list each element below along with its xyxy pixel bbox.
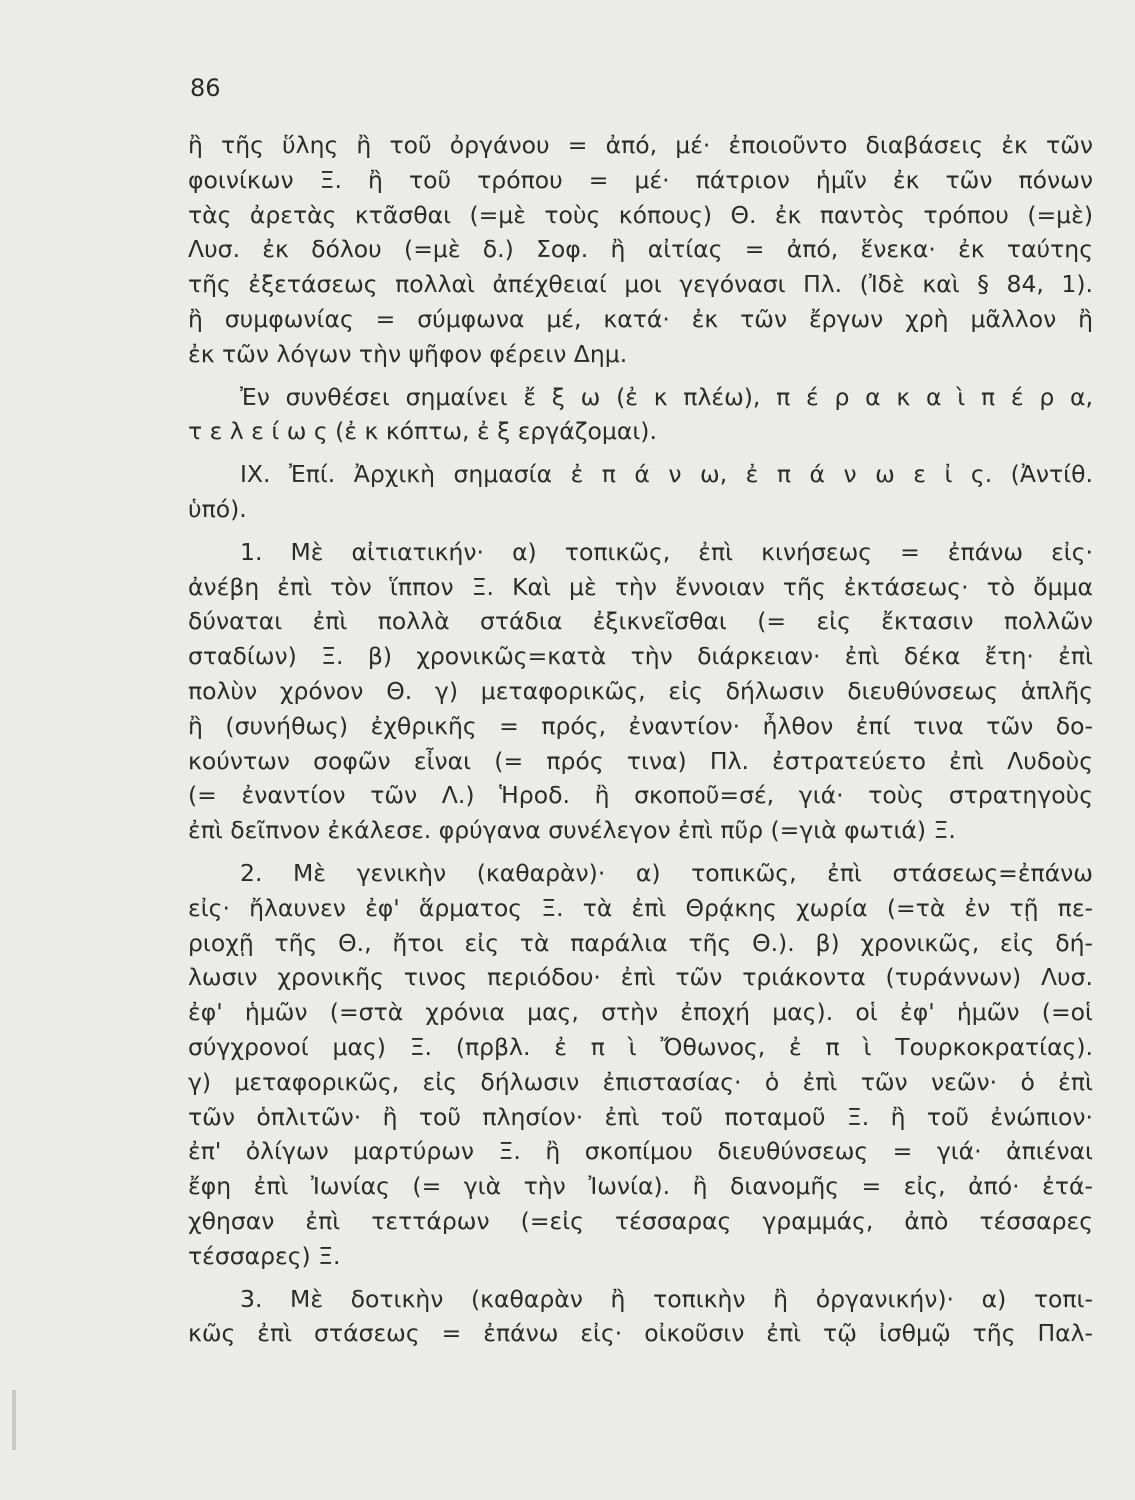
text-line: 2. Μὲ γενικὴν (καθαρὰν)· α) τοπικῶς, ἐπὶ στάσεως=ἐπάνω	[240, 858, 1093, 887]
text-line: Λυσ. ἐκ δόλου (=μὲ δ.) Σοφ. ἢ αἰτίας = ἀπό, ἕνεκα· ἐκ ταύτης	[188, 235, 1093, 264]
text-line: γ) μεταφορικῶς, εἰς δήλωσιν ἐπιστασίας· ὁ ἐπὶ τῶν νεῶν· ὁ ἐπὶ	[188, 1067, 1093, 1096]
page-body-text	[188, 128, 1093, 1359]
text-line: σύγχρονοί μας) Ξ. (πρβλ. ἐ π ὶ Ὄθωνος, ἐ π ὶ Τουρκοκρατίας).	[188, 1032, 1093, 1061]
text-line: 3. Μὲ δοτικὴν (καθαρὰν ἢ τοπικὴν ἢ ὀργανικήν)· α) τοπι-	[240, 1284, 1093, 1313]
page-edge-shadow	[12, 1390, 16, 1450]
text-line: κῶς ἐπὶ στάσεως = ἐπάνω εἰς· οἰκοῦσιν ἐπὶ τῷ ἰσθμῷ τῆς Παλ-	[188, 1319, 1093, 1348]
text-line: ἢ συμφωνίας = σύμφωνα μέ, κατά· ἐκ τῶν ἔργων χρὴ μᾶλλον ἢ	[188, 304, 1093, 333]
text-line: ὑπό).	[188, 494, 247, 523]
text-line: ἐφ' ἡμῶν (=στὰ χρόνια μας, στὴν ἐποχή μας). οἱ ἐφ' ἡμῶν (=οἱ	[188, 998, 1093, 1027]
text-line: φοινίκων Ξ. ἢ τοῦ τρόπου = μέ· πάτριον ἡμῖν ἐκ τῶν πόνων	[188, 165, 1093, 194]
text-line: ἐπὶ δεῖπνον ἐκάλεσε. φρύγανα συνέλεγον ἐπὶ πῦρ (=γιὰ φωτιά) Ξ.	[188, 816, 956, 845]
paragraph-accusative	[188, 535, 1093, 848]
paragraph-genitive	[188, 856, 1093, 1274]
text-line: πολὺν χρόνον Θ. γ) μεταφορικῶς, εἰς δήλωσιν διευθύνσεως ἁπλῆς	[188, 676, 1093, 705]
text-line: IX. Ἐπί. Ἀρχικὴ σημασία ἐ π ά ν ω, ἐ π ά ν ω ε ἰ ς. (Ἀντίθ.	[240, 460, 1093, 489]
text-line: τὰς ἀρετὰς κτᾶσθαι (=μὲ τοὺς κόπους) Θ. ἐκ παντὸς τρόπου (=μὲ)	[188, 200, 1093, 229]
paragraph-dative	[188, 1282, 1093, 1352]
text-line: Ἐν συνθέσει σημαίνει ἔ ξ ω (ἐ κ πλέω), π έ ρ α κ α ὶ π έ ρ α,	[240, 382, 1093, 411]
page-number: 86	[190, 74, 221, 102]
text-line: τῶν ὁπλιτῶν· ἢ τοῦ πλησίον· ἐπὶ τοῦ ποταμοῦ Ξ. ἢ τοῦ ἐνώπιον·	[188, 1102, 1093, 1131]
paragraph-composition	[188, 380, 1093, 450]
text-line: ἔφη ἐπὶ Ἰωνίας (= γιὰ τὴν Ἰωνία). ἢ διανομῆς = εἰς, ἀπό· ἐτά-	[188, 1172, 1093, 1201]
text-line: χθησαν ἐπὶ τεττάρων (=εἰς τέσσαρας γραμμάς, ἀπὸ τέσσαρες	[188, 1206, 1093, 1235]
text-line: ριοχῇ τῆς Θ., ἤτοι εἰς τὰ παράλια τῆς Θ.). β) χρονικῶς, εἰς δή-	[188, 928, 1093, 957]
paragraph-epi-heading	[188, 457, 1093, 527]
text-line: σταδίων) Ξ. β) χρονικῶς=κατὰ τὴν διάρκειαν· ἐπὶ δέκα ἔτη· ἐπὶ	[188, 642, 1093, 671]
text-line: (= ἐναντίον τῶν Λ.) Ἡροδ. ἢ σκοποῦ=σέ, γιά· τοὺς στρατηγοὺς	[188, 781, 1093, 810]
text-line: κούντων σοφῶν εἶναι (= πρός τινα) Πλ. ἐστρατεύετο ἐπὶ Λυδοὺς	[188, 746, 1093, 775]
text-line: τῆς ἐξετάσεως πολλαὶ ἀπέχθειαί μοι γεγόνασι Πλ. (Ἰδὲ καὶ § 84, 1).	[188, 270, 1093, 299]
text-line: δύναται ἐπὶ πολλὰ στάδια ἐξικνεῖσθαι (= εἰς ἔκτασιν πολλῶν	[188, 607, 1093, 636]
text-line: τ ε λ ε ί ω ς (ἐ κ κόπτω, ἐ ξ εργάζομαι).	[188, 417, 657, 446]
text-line: ἢ τῆς ὕλης ἢ τοῦ ὀργάνου = ἀπό, μέ· ἐποιοῦντο διαβάσεις ἐκ τῶν	[188, 131, 1093, 159]
text-line: ἐκ τῶν λόγων τὴν ψῆφον φέρειν Δημ.	[188, 339, 628, 368]
text-line: τέσσαρες) Ξ.	[188, 1241, 341, 1270]
paragraph-ek-usage	[188, 128, 1093, 372]
text-line: 1. Μὲ αἰτιατικήν· α) τοπικῶς, ἐπὶ κινήσεως = ἐπάνω εἰς·	[240, 537, 1093, 566]
text-line: λωσιν χρονικῆς τινος περιόδου· ἐπὶ τῶν τριάκοντα (τυράννων) Λυσ.	[188, 963, 1093, 992]
text-line: ἀνέβη ἐπὶ τὸν ἵππον Ξ. Καὶ μὲ τὴν ἔννοιαν τῆς ἐκτάσεως· τὸ ὄμμα	[188, 572, 1093, 601]
text-line: ἢ (συνήθως) ἐχθρικῆς = πρός, ἐναντίον· ἦλθον ἐπί τινα τῶν δο-	[188, 711, 1093, 740]
text-line: ἐπ' ὀλίγων μαρτύρων Ξ. ἢ σκοπίμου διευθύνσεως = γιά· ἀπιέναι	[188, 1137, 1093, 1166]
text-line: εἰς· ἤλαυνεν ἐφ' ἅρματος Ξ. τὰ ἐπὶ Θρᾴκης χωρία (=τὰ ἐν τῇ πε-	[188, 893, 1093, 922]
